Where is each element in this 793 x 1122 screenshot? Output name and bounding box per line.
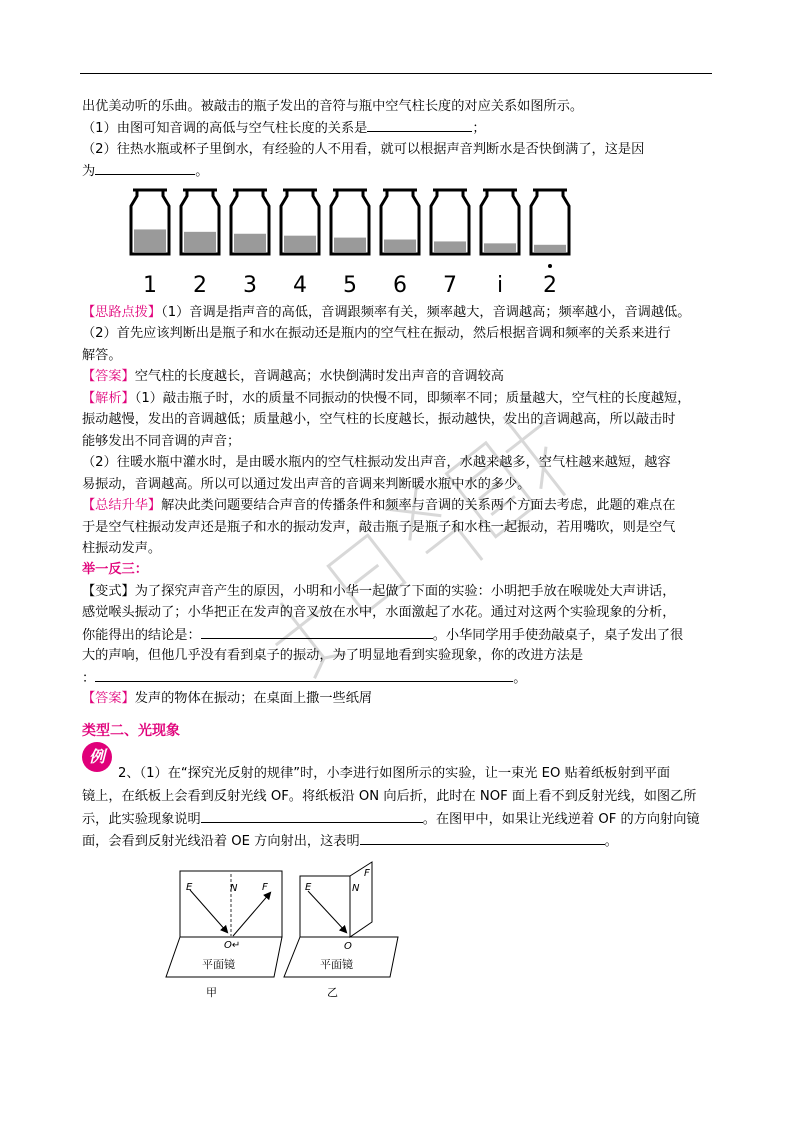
label-F: F <box>262 882 268 893</box>
bottle-water <box>434 241 466 252</box>
label-O: O↵ <box>224 940 241 951</box>
bottle <box>181 190 219 297</box>
bottle-water <box>284 236 316 252</box>
header-rule <box>80 73 712 74</box>
question-line: 为 。 <box>82 160 712 182</box>
mirror-plane <box>284 937 398 977</box>
bottle-water <box>534 245 566 252</box>
bottle <box>131 190 169 297</box>
bottle-label: 4 <box>293 273 307 297</box>
label-E: E <box>186 882 193 893</box>
text-line: 出优美动听的乐曲。被敲击的瓶子发出的音符与瓶中空气柱长度的对应关系如图所示。 <box>82 99 584 114</box>
bottle-outline <box>531 190 569 254</box>
text-line: 于是空气柱振动发声还是瓶子和水的振动发声，敲击瓶子是瓶子和水柱一起振动，若用嘴吹，则是空气 <box>82 520 676 535</box>
bottle-label: 3 <box>243 273 257 297</box>
label-O: O <box>344 941 352 952</box>
answer-blank[interactable] <box>201 624 433 639</box>
label-F: F <box>364 868 370 879</box>
figure-right <box>284 862 398 999</box>
question-line: 示，此实验现象说明 。在图甲中，如果让光线逆着 OF 的方向射向镜 <box>82 808 712 830</box>
variant-line: 【变式】为了探究声音产生的原因，小明和小华一起做了下面的实验：小明把手放在喉咙处大声讲话， <box>82 584 676 599</box>
text-line: 大的声响，但他几乎没有看到桌子的振动，为了明显地看到实验现象，你的改进方法是 <box>82 648 584 663</box>
bottle-label: 1 <box>143 273 157 297</box>
text-line: 易振动，音调越高。所以可以通过发出声音的音调来判断暖水瓶中水的多少。 <box>82 477 531 492</box>
text-line: （2）往热水瓶或杯子里倒水，有经验的人不用看，就可以根据声音判断水是否快倒满了，这是因 <box>82 142 645 157</box>
mirror-label: 平面镜 <box>320 958 353 971</box>
answer-blank[interactable] <box>360 830 605 845</box>
example-badge: 例 <box>82 742 112 772</box>
bottle <box>281 190 319 297</box>
question-line: 2、（1）在“探究光反射的规律”时，小李进行如图所示的实验，让一束光 EO 贴着纸板射到平面 <box>118 766 671 781</box>
bottle-water <box>484 243 516 252</box>
hint-line: 【思路点拨】（1）音调是指声音的高低，音调跟频率有关，频率越大，音调越高；频率越小，音调越低。 <box>82 305 691 320</box>
text-line: 镜上，在纸板上会看到反射光线 OF。将纸板沿 ON 向后折，此时在 NOF 面上看不到反射光线，如图乙所 <box>82 789 697 804</box>
answer-blank[interactable] <box>201 808 423 823</box>
high-octave-dot <box>548 264 552 268</box>
text-line: （2）往暖水瓶中灌水时，是由暖水瓶内的空气柱振动发出声音，水越来越多，空气柱越来越短，越容 <box>82 455 671 470</box>
text-line: 感觉喉头振动了；小华把正在发声的音叉放在水中，水面激起了水花。通过对这两个实验现象的分析， <box>82 605 676 620</box>
bottles-figure <box>125 182 575 297</box>
bottle <box>331 190 369 297</box>
label-N: N <box>352 883 360 894</box>
answer-line: 【答案】发声的物体在振动；在桌面上撒一些纸屑 <box>82 691 373 706</box>
bottle-water <box>334 238 366 252</box>
bottle-water <box>384 240 416 252</box>
bottle <box>431 190 469 297</box>
question-line: 你能得出的结论是： 。小华同学用手使劲敲桌子，桌子发出了很 <box>82 624 712 646</box>
text-line: 振动越慢，发出的音调越低；质量越小，空气柱的长度越长，振动越快，发出的音调越高，所以敲击时 <box>82 412 676 427</box>
bottle-water <box>134 229 166 252</box>
question-line: ： 。 <box>82 667 712 689</box>
text-line: 柱振动发声。 <box>82 541 162 556</box>
question-line: （1）由图可知音调的高低与空气柱长度的关系是 ； <box>82 117 712 139</box>
question-line: 面，会看到反射光线沿着 OE 方向射出，这表明 。 <box>82 830 712 852</box>
caption-yi: 乙 <box>327 986 338 999</box>
bottle-water <box>234 234 266 252</box>
bottle <box>231 190 269 297</box>
bottle-label: 2 <box>193 273 207 297</box>
label-N: N <box>230 883 238 894</box>
bottle-label: 2 <box>543 273 557 297</box>
practice-heading: 举一反三： <box>82 562 148 577</box>
bottle-label: i <box>496 273 504 297</box>
bottle <box>481 190 519 297</box>
text-line: 能够发出不同音调的声音； <box>82 434 241 449</box>
answer-blank[interactable] <box>95 160 195 175</box>
mirror-label: 平面镜 <box>202 958 235 971</box>
summary-line: 【总结升华】解决此类问题要结合声音的传播条件和频率与音调的关系两个方面去考虑，此题的难点在 <box>82 498 676 513</box>
bottle-water <box>184 232 216 252</box>
analysis-line: 【解析】（1）敲击瓶子时，水的质量不同振动的快慢不同，即频率不同；质量越大，空气柱的长度越短， <box>82 391 691 406</box>
text-line: 解答。 <box>82 348 122 363</box>
text-line: （2）首先应该判断出是瓶子和水在振动还是瓶内的空气柱在振动，然后根据音调和频率的关系来进行 <box>82 326 671 341</box>
section-title: 类型二、光现象 <box>82 723 180 739</box>
bottle-label: 6 <box>393 273 407 297</box>
figure-left <box>166 871 282 999</box>
label-E: E <box>305 882 312 893</box>
bottle-label: 5 <box>343 273 357 297</box>
answer-line: 【答案】空气柱的长度越长，音调越高；水快倒满时发出声音的音调较高 <box>82 369 504 384</box>
answer-blank[interactable] <box>367 117 472 132</box>
bottle <box>531 190 569 297</box>
answer-blank[interactable] <box>95 667 513 682</box>
reflection-figure <box>160 860 410 1005</box>
caption-jia: 甲 <box>206 986 217 999</box>
bottle <box>381 190 419 297</box>
bottle-label: 7 <box>443 273 457 297</box>
